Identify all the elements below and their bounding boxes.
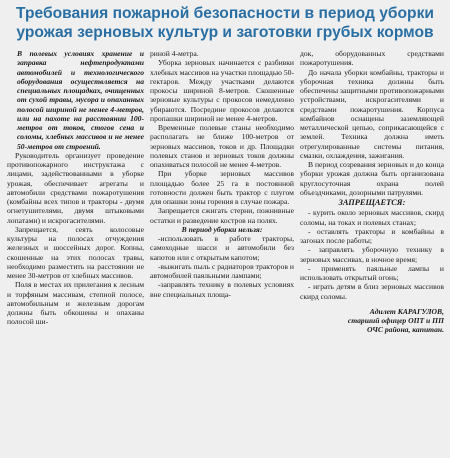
lead-text: В полевых условиях хранение и заправка нефтепродуктами автомобилей и технологического оборудования осуществляется на специальных площадках, очищенных от сухой травы, мусора и опаханных полосой шириной не менее 4-метров, или на пахоте на расстоянии 100-метров от токов, стогов сена и соломы, хлебных массивов и не менее 50-метров от строений.	[17, 49, 144, 151]
list-item: -использовать в работе тракторы, самоходные шасси и автомобили без капотов или с открытым капотом;	[150, 234, 294, 262]
list-item: - курить около зерновых массивов, скирд соломы, на токах и полевых станах;	[300, 208, 444, 227]
lead-paragraph	[7, 49, 144, 151]
paragraph: Временные полевые станы необходимо располагать не ближе 100-метров от зерновых массивов, токов и др. Площадки полевых станов и зерновых токов должны опахиваться полосой не менее 4-метров.	[150, 123, 294, 169]
paragraph: Запрещается сжигать стерни, пожнивные остатки и разведение костров на полях.	[150, 206, 294, 225]
author-name: Адилет КАРАГУЛОВ,	[369, 306, 444, 316]
author-role: старший офицер ОПТ и ПП	[347, 316, 444, 325]
list-item: -заправлять технику в полевых условиях вне специальных площа-	[150, 280, 294, 299]
list-item: - играть детям в близ зерновых массивов скирд соломы.	[300, 282, 444, 301]
paragraph: При уборке зерновых массивов площадью более 25 га в постоянной готовности должен быть трактор с плугом для опашки зоны горения в случае пожара.	[150, 169, 294, 206]
column-1	[7, 49, 144, 456]
list-item: -выжигать пыль с радиаторов тракторов и автомобилей паяльными лампами;	[150, 261, 294, 280]
paragraph: Руководитель организует проведение противопожарного инструктажа с лицами, задействованными в уборке урожая, обеспечивает агрегаты и автомобили средствами пожаротушения (комбайны всех типов и тракторы - двумя огнетушителями, двумя штыковыми лопатами) и искрогасителями.	[7, 150, 144, 225]
paragraph: Запрещается, сеять колосовые культуры на полосах отчуждения железных и шоссейных дорог. Копны, скошенные на этих полосах травы, необходимо разместить на расстоянии не менее 30-метров от хлебных массивов.	[7, 224, 144, 280]
column-2	[150, 49, 294, 456]
paragraph: Поля в местах их прилегания к лесным и торфяным массивам, степной полосе, автомобильным и железным дорогам должны быть обкошены и опаханы полосой ши-	[7, 280, 144, 327]
list-item: - заправлять уборочную технику в зерновых массивах, в ночное время;	[300, 245, 444, 264]
author-signature	[300, 307, 444, 335]
paragraph: док, оборудованных средствами пожаротушения.	[300, 49, 444, 68]
prohibited-heading: ЗАПРЕЩАЕТСЯ:	[338, 198, 406, 207]
list-item: - применять паяльные лампы и использовать открытый огонь;	[300, 263, 444, 282]
column-3	[300, 49, 444, 456]
paragraph: До начала уборки комбайны, тракторы и уборочная техника должны быть обеспечены защитными противопожарными устройствами, искрогасителями и средствами пожаротушения. Корпуса комбайнов оснащены заземляющей металлической цепью, соприкасающейся с землей. Техника должна иметь отрегулированные системы питания, смазки, охлаждения, зажигания.	[300, 67, 444, 160]
subheading: В период уборки нельзя:	[181, 224, 263, 234]
article-title: Требования пожарной безопасности в период уборки урожая зерновых культур и заготовки грубых кормов	[16, 5, 434, 41]
paragraph: риной 4-метра.	[150, 49, 199, 58]
paragraph: Уборка зерновых начинается с разбивки хлебных массивов на участки площадью 50-гектаров. Между участками делаются прокосы шириной 8-метров. Скошенные зерновые культуры с прокосов немедленно убираются. Посредине прокосов делаются пропашки шириной не менее 4-метров.	[150, 58, 294, 123]
list-item: - оставлять тракторы и комбайны в загонах после работы;	[300, 226, 444, 245]
paragraph: В период созревания зерновых и до конца уборки урожая должна быть организована круглосуточная охрана полей объездчиками, дозорными патрулями.	[300, 160, 444, 197]
author-role: ОЧС района, капитан.	[367, 325, 444, 335]
